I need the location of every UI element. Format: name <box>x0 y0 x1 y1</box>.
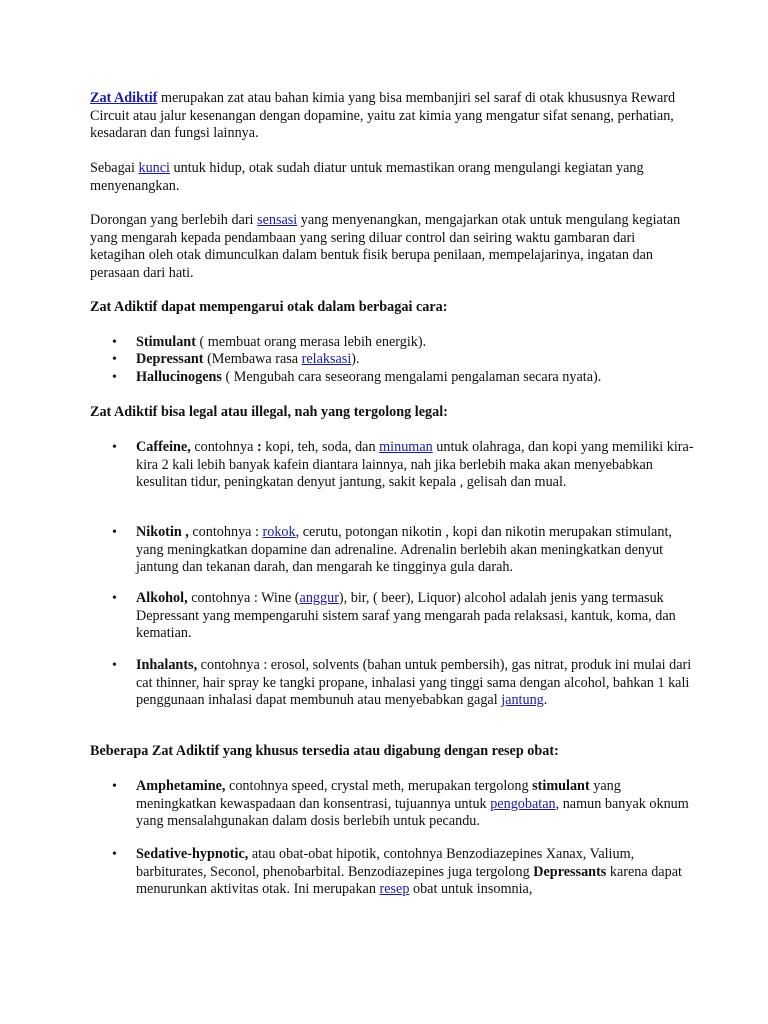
caffeine-text-2: kopi, teh, soda, dan <box>261 439 380 455</box>
list-item-stimulant <box>136 334 696 352</box>
sensasi-paragraph <box>90 212 690 282</box>
heading-legal <box>90 404 690 422</box>
caffeine-label: Caffeine, <box>136 439 191 455</box>
kunci-link[interactable]: kunci <box>138 160 170 176</box>
jantung-link[interactable]: jantung <box>501 692 544 708</box>
caffeine-colon: : <box>256 439 262 455</box>
bullet-icon: • <box>112 779 117 794</box>
resep-link[interactable]: resep <box>379 881 410 897</box>
heading-otak-text: Zat Adiktif dapat mempengarui otak dalam berbagai cara: <box>90 299 448 315</box>
intro-paragraph <box>90 90 690 143</box>
nikotin-text-1: contohnya : <box>188 524 263 540</box>
nikotin-label: Nikotin , <box>136 524 189 540</box>
alkohol-label: Alkohol, <box>136 590 188 606</box>
caffeine-text-1: contohnya <box>190 439 257 455</box>
stimulant-text: ( membuat orang merasa lebih energik). <box>195 334 427 350</box>
amphetamine-text-3: , namun banyak oknum yang mensalahgunakan dalam dosis berlebih untuk pecandu. <box>136 795 689 829</box>
inhalants-text-1: contohnya : erosol, solvents (bahan untuk pembersih), gas nitrat, produk ini mulai dari cat thinner, hair spray ke tangki propane, inhalasi yang tinggi sama dengan alcohol, bahkan 1 kali penggunaan inhalasi dapat membunuh atau menyebabkan gagal <box>136 657 692 708</box>
bullet-icon: • <box>112 370 117 385</box>
zat-adiktif-link[interactable]: Zat Adiktif <box>90 90 158 106</box>
alkohol-text-1: contohnya : Wine ( <box>187 590 300 606</box>
heading-resep-text: Beberapa Zat Adiktif yang khusus tersedia atau digabung dengan resep obat: <box>90 743 559 759</box>
alkohol-text-2: ), bir, ( beer), Liquor) alcohol adalah jenis yang termasuk Depressant yang mempengaruhi sistem saraf yang mengarah pada relaksasi, kantuk, koma, dan kematian. <box>136 590 676 641</box>
amphetamine-stimulant: stimulant <box>532 778 590 794</box>
stimulant-label: Stimulant <box>136 334 196 350</box>
pengobatan-link[interactable]: pengobatan <box>490 795 556 812</box>
bullet-icon: • <box>112 440 117 455</box>
intro-text: merupakan zat atau bahan kimia yang bisa membanjiri sel saraf di otak khususnya Reward Circuit atau jalur kesenangan dengan dopamine, yaitu zat kimia yang mengatur sifat senang, perhatian, kesadaran dan fungsi lainnya. <box>90 90 676 141</box>
depressant-label: Depressant <box>136 351 204 367</box>
list-item-hallucinogens <box>136 369 696 387</box>
bullet-icon: • <box>112 847 117 862</box>
list-item-sedative <box>136 846 696 899</box>
list-item-depressant <box>136 351 696 369</box>
sedative-text-2: karena dapat menurunkan aktivitas otak. Ini merupakan <box>136 863 682 897</box>
kunci-paragraph <box>90 160 690 195</box>
sedative-label: Sedative-hypnotic, <box>136 846 249 862</box>
sensasi-link[interactable]: sensasi <box>257 212 298 228</box>
depressant-text-before: (Membawa rasa <box>203 351 302 367</box>
bullet-icon: • <box>112 658 117 673</box>
heading-legal-text: Zat Adiktif bisa legal atau illegal, nah yang tergolong legal: <box>90 404 448 420</box>
bullet-icon: • <box>112 525 117 540</box>
hallucinogens-label: Hallucinogens <box>136 369 222 385</box>
inhalants-label: Inhalants, <box>136 657 198 673</box>
bullet-icon: • <box>112 335 117 350</box>
amphetamine-text-2: yang meningkatkan kewaspadaan dan konsentrasi, tujuannya untuk <box>136 778 621 812</box>
inhalants-text-2: . <box>543 692 548 708</box>
nikotin-text-2: , cerutu, potongan nikotin , kopi dan nikotin merupakan stimulant, yang meningkatkan dopamine dan adrenaline. Adrenalin berlebih akan meningkatkan denyut jantung dan tekanan darah, dan mengarah ke tingginya gula darah. <box>136 524 672 575</box>
kunci-text-after: untuk hidup, otak sudah diatur untuk memastikan orang mengulangi kegiatan yang menyenangkan. <box>90 160 644 194</box>
caffeine-text-3: untuk olahraga, dan kopi yang memiliki kira-kira 2 kali lebih banyak kafein diantara lainnya, nah jika berlebih maka akan menyebabkan kesulitan tidur, peningkatan denyut jantung, sakit kepala , gelisah dan mual. <box>136 439 694 490</box>
bullet-icon: • <box>112 591 117 606</box>
heading-otak <box>90 299 690 317</box>
list-item-alkohol <box>136 590 696 643</box>
kunci-text-before: Sebagai <box>90 160 139 176</box>
list-item-inhalants <box>136 657 696 710</box>
depressant-text-after: ). <box>351 351 360 367</box>
list-item-nikotin <box>136 524 696 577</box>
relaksasi-link[interactable]: relaksasi <box>301 351 352 367</box>
sensasi-text-before: Dorongan yang berlebih dari <box>90 212 258 228</box>
hallucinogens-text: ( Mengubah cara seseorang mengalami pengalaman secara nyata). <box>221 369 602 385</box>
amphetamine-label: Amphetamine, <box>136 778 226 794</box>
sedative-text-1: atau obat-obat hipotik, contohnya Benzodiazepines Xanax, Valium, barbiturates, Seconol, phenobarbital. Benzodiazepines juga tergolong <box>136 846 635 880</box>
anggur-link[interactable]: anggur <box>299 590 339 606</box>
heading-resep <box>90 743 690 761</box>
sedative-depressants: Depressants <box>533 863 607 880</box>
list-item-amphetamine <box>136 778 696 831</box>
bullet-icon: • <box>112 352 117 367</box>
sedative-text-3: obat untuk insomnia, <box>409 881 533 897</box>
minuman-link[interactable]: minuman <box>379 439 433 455</box>
rokok-link[interactable]: rokok <box>262 524 296 540</box>
sensasi-text-after: yang menyenangkan, mengajarkan otak untuk mengulang kegiatan yang mengarah kepada pendambaan yang sering diluar control dan seiring waktu gambaran dari ketagihan oleh otak dimunculkan dalam bentuk fisik berupa penilaan, mempelajarinya, ingatan dan perasaan dari hati. <box>90 212 681 281</box>
list-item-caffeine <box>136 439 696 492</box>
amphetamine-text-1: contohnya speed, crystal meth, merupakan tergolong <box>225 778 533 794</box>
